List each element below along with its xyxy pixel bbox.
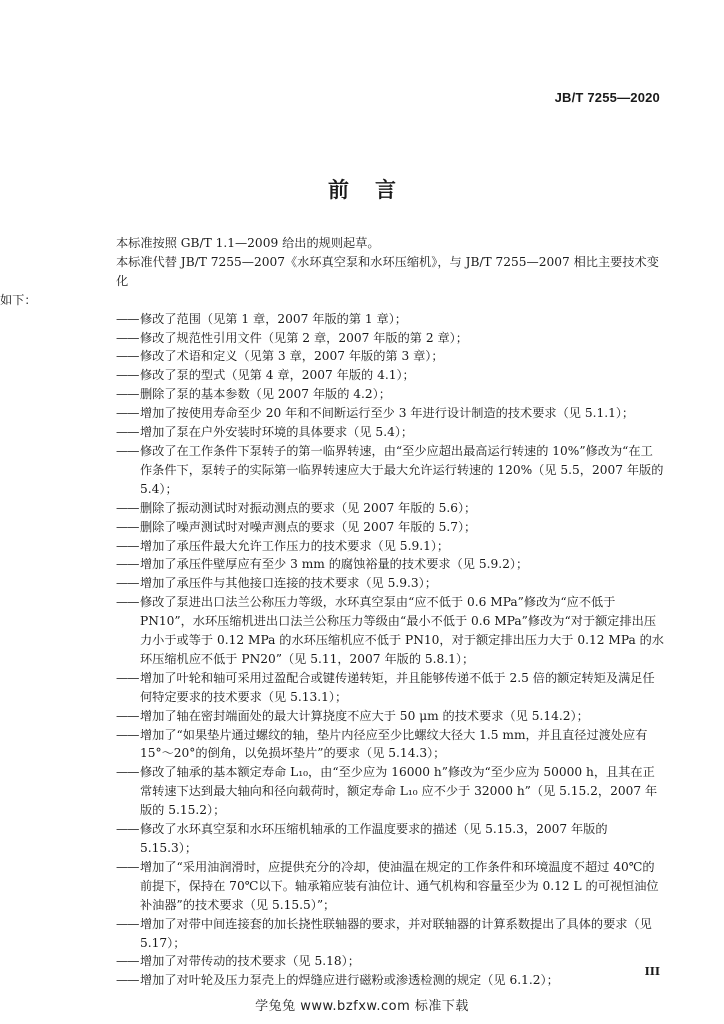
list-item-text: 增加了“采用油润滑时，应提供充分的冷却，使油温在规定的工作条件和环境温度不超过 40℃的前提下，保持在 70℃以下。轴承箱应装有油位计、通气机构和容量至少为 0.12 L 的可视恒油位补油器”的技术要求（见 5.15.5）”；: [140, 859, 659, 912]
list-dash: ——: [116, 425, 139, 440]
document-body: [0, 234, 664, 990]
title-char-2: 言: [375, 178, 396, 202]
intro-paragraph-1: 本标准按照 GB/T 1.1—2009 给出的规则起草。: [116, 236, 380, 250]
intro-paragraph-2-text: 本标准代替 JB/T 7255—2007《水环真空泵和水环压缩机》，与 JB/T 7255—2007 相比主要技术变化: [116, 254, 659, 288]
list-dash: ——: [116, 670, 139, 685]
list-item: [116, 726, 664, 764]
list-dash: ——: [116, 311, 139, 326]
list-item-text: 修改了范围（见第 1 章，2007 年版的第 1 章）；: [140, 311, 407, 326]
intro-paragraph-2: [116, 253, 664, 291]
list-item-text: 增加了承压件最大允许工作压力的技术要求（见 5.9.1）；: [140, 538, 450, 553]
list-dash: ——: [116, 538, 139, 553]
list-item-text: 修改了泵的型式（见第 4 章，2007 年版的 4.1）；: [140, 368, 415, 383]
list-item-text: 修改了泵进出口法兰公称压力等级，水环真空泵由“应不低于 0.6 MPa”修改为“应不低于 PN10”，水环压缩机进出口法兰公称压力等级由“最小不低于 0.6 MPa”修改为“对于额定排出压力小于或等于 0.12 MPa 的水环压缩机应不低于 PN10，对于额定排出压力大于 0.12 MPa 的水环压缩机应不低于 PN20”（见 5.11，2007 年版的 5.8.1）；: [140, 595, 664, 666]
list-item-text: 修改了在工作条件下泵转子的第一临界转速，由“至少应超出最高运行转速的 10%”修改为“在工作条件下，泵转子的实际第一临界转速应大于最大允许运行转速的 120%（见 5.5，2007 年版的 5.4）；: [140, 443, 664, 496]
list-item: [116, 537, 664, 556]
list-dash: ——: [116, 765, 139, 780]
list-dash: ——: [116, 973, 139, 988]
list-dash: ——: [116, 576, 139, 591]
list-dash: ——: [116, 916, 139, 931]
list-item: [116, 858, 664, 915]
list-item-text: 增加了泵在户外安装时环境的具体要求（见 5.4）；: [140, 425, 414, 440]
list-item-text: 修改了规范性引用文件（见第 2 章，2007 年版的第 2 章）；: [140, 330, 468, 345]
list-item-text: 增加了对叶轮及压力泵壳上的焊缝应进行磁粉或渗透检测的规定（见 6.1.2）；: [140, 973, 559, 988]
page-number: III: [644, 965, 660, 978]
list-item-text: 增加了叶轮和轴可采用过盈配合或键传递转矩，并且能够传递不低于 2.5 倍的额定转矩及满足任何特定要求的技术要求（见 5.13.1）；: [140, 670, 655, 704]
list-item-text: 增加了按使用寿命至少 20 年和不间断运行至少 3 年进行设计制造的技术要求（见 5.1.1）；: [140, 406, 635, 421]
list-item-text: 删除了噪声测试时对噪声测点的要求（见 2007 年版的 5.7）；: [140, 519, 477, 534]
list-item: [116, 347, 664, 366]
list-item-text: 增加了承压件壁厚应有至少 3 mm 的腐蚀裕量的技术要求（见 5.9.2）；: [140, 557, 529, 572]
list-dash: ——: [116, 406, 139, 421]
list-item: [116, 404, 664, 423]
list-dash: ——: [116, 519, 139, 534]
list-item: [116, 366, 664, 385]
list-item-text: 修改了术语和定义（见第 3 章，2007 年版的第 3 章）；: [140, 349, 444, 364]
list-dash: ——: [116, 443, 139, 458]
list-item: [116, 574, 664, 593]
list-dash: ——: [116, 368, 139, 383]
page-title: [0, 174, 724, 204]
list-item: [116, 820, 664, 858]
list-dash: ——: [116, 727, 139, 742]
list-item-text: 删除了泵的基本参数（见 2007 年版的 4.2）；: [140, 387, 391, 402]
list-item-text: 删除了振动测试时对振动测点的要求（见 2007 年版的 5.6）；: [140, 500, 477, 515]
list-item: [116, 310, 664, 329]
list-item: [116, 763, 664, 820]
title-char-1: 前: [328, 178, 349, 202]
list-item-text: 增加了对带传动的技术要求（见 5.18）；: [140, 954, 360, 969]
list-item: [116, 707, 664, 726]
list-item: [116, 915, 664, 953]
list-item: [116, 518, 664, 537]
list-item: [116, 385, 664, 404]
list-item-text: 修改了水环真空泵和水环压缩机轴承的工作温度要求的描述（见 5.15.3，2007 年版的 5.15.3）；: [140, 822, 608, 855]
list-item: [116, 952, 664, 971]
list-item: [116, 555, 664, 574]
list-item: [116, 329, 664, 348]
list-dash: ——: [116, 330, 139, 345]
list-item: [116, 593, 664, 669]
list-item: [116, 971, 664, 990]
list-dash: ——: [116, 595, 139, 610]
list-dash: ——: [116, 557, 139, 572]
change-list: [116, 310, 664, 991]
list-item: [116, 423, 664, 442]
intro-paragraph-2-continuation: 如下：: [0, 292, 37, 307]
list-dash: ——: [116, 954, 139, 969]
list-item-text: 修改了轴承的基本额定寿命 L₁₀，由“至少应为 16000 h”修改为“至少应为 50000 h，且其在正常转速下达到最大轴向和径向载荷时，额定寿命 L₁₀ 应不少于 32000 h”（见 5.15.2，2007 年版的 5.15.2）；: [140, 765, 658, 818]
footer-watermark: 学兔兔 www.bzfxw.com 标准下载: [255, 999, 469, 1014]
list-dash: ——: [116, 822, 139, 837]
list-item-text: 增加了对带中间连接套的加长挠性联轴器的要求，并对联轴器的计算系数提出了具体的要求（见 5.17）；: [140, 916, 652, 950]
list-item: [116, 442, 664, 499]
list-dash: ——: [116, 859, 139, 874]
list-dash: ——: [116, 349, 139, 364]
list-dash: ——: [116, 500, 139, 515]
list-dash: ——: [116, 708, 139, 723]
list-dash: ——: [116, 387, 139, 402]
list-item-text: 增加了承压件与其他接口连接的技术要求（见 5.9.3）；: [140, 576, 437, 591]
list-item-text: 增加了轴在密封端面处的最大计算挠度不应大于 50 μm 的技术要求（见 5.14.2）；: [140, 708, 589, 723]
standard-code: JB/T 7255—2020: [554, 90, 660, 105]
list-item: [116, 499, 664, 518]
list-item: [116, 669, 664, 707]
list-item-text: 增加了“如果垫片通过螺纹的轴，垫片内径应至少比螺纹大径大 1.5 mm，并且直径过渡处应有 15°～20°的倒角，以免损坏垫片”的要求（见 5.14.3）；: [140, 727, 648, 761]
